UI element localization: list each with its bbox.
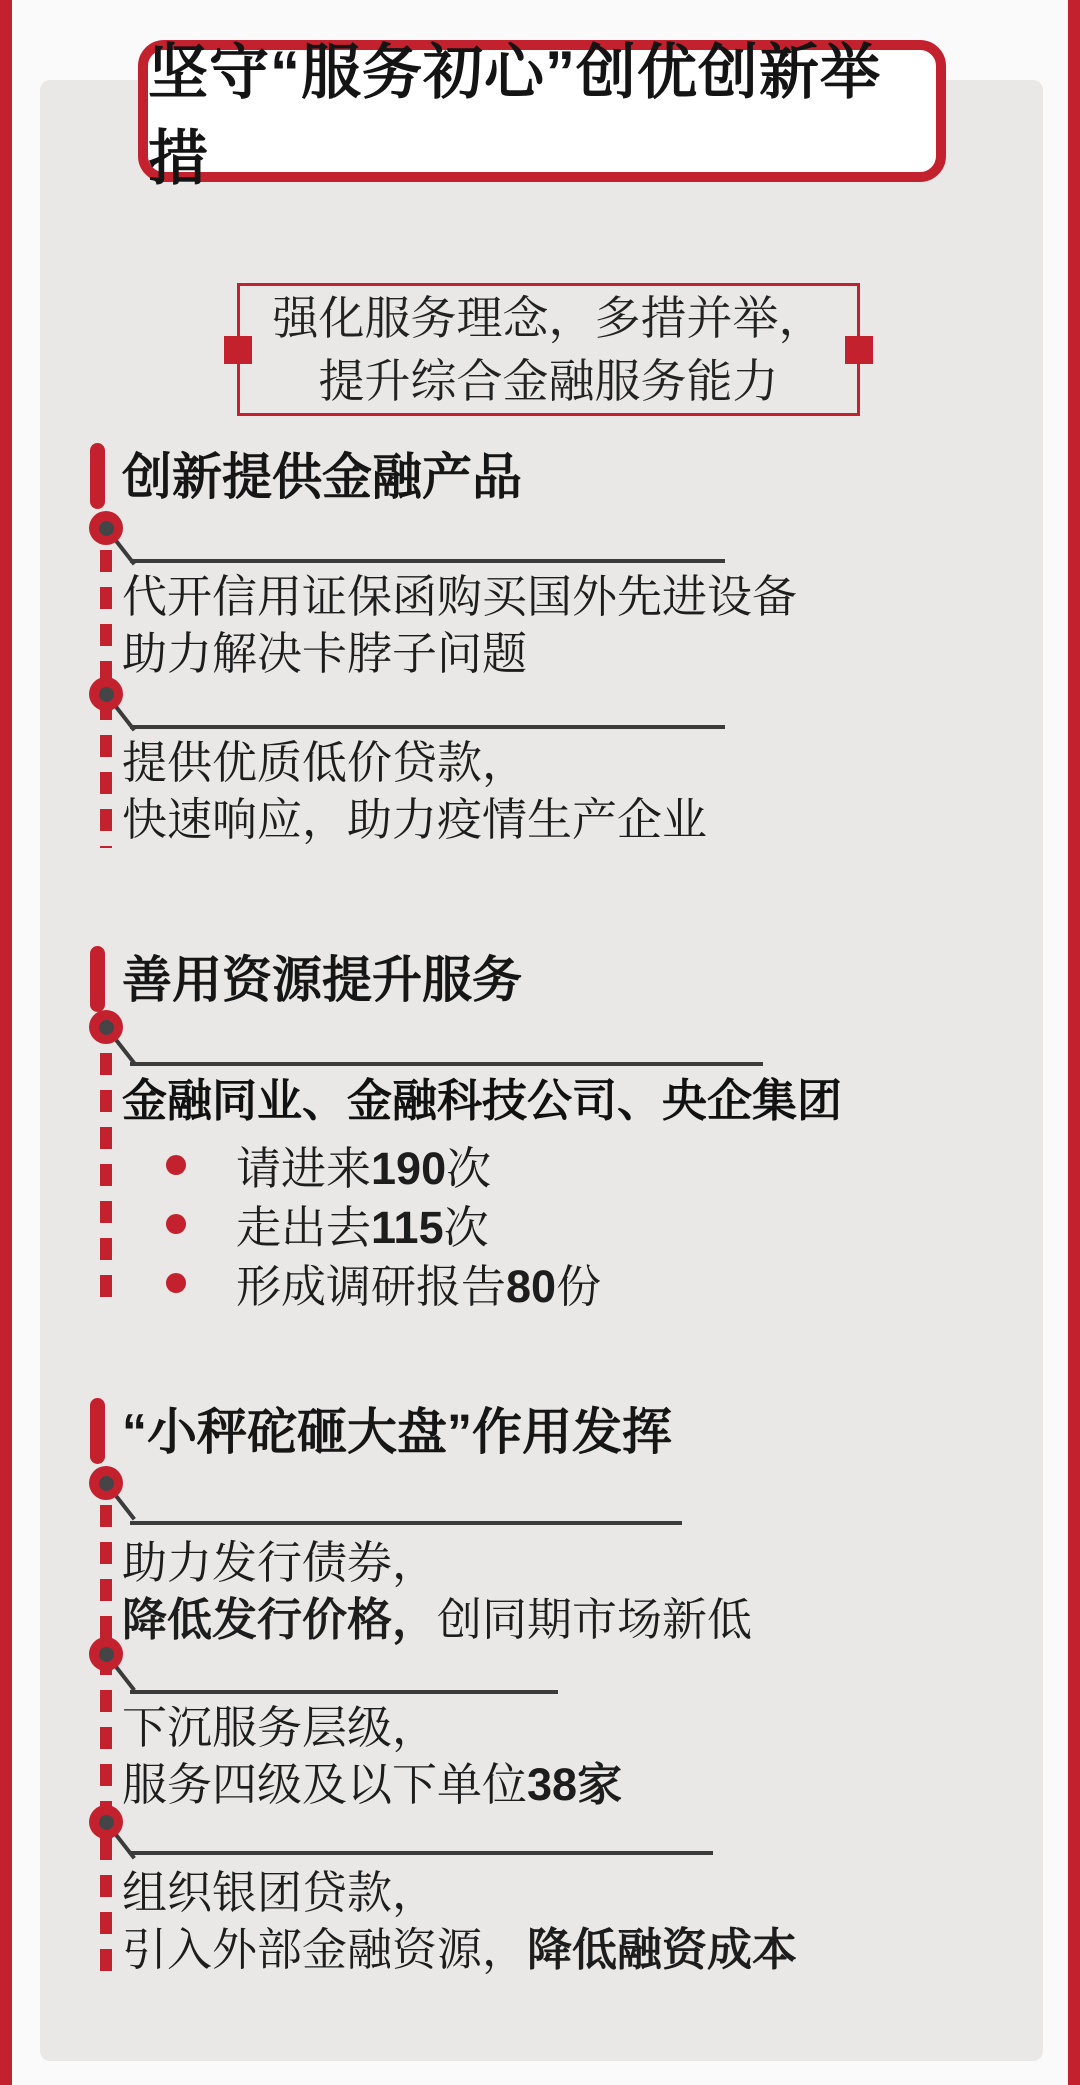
section-marker-bar: [90, 443, 105, 509]
dot-core-icon: [99, 1815, 114, 1830]
text-segment: 服务四级及以下单位: [122, 1759, 528, 1810]
text-line: [122, 1864, 797, 1921]
bullet-text: [236, 1250, 601, 1315]
item-text: [122, 1534, 752, 1648]
text-segment: 走出去: [236, 1202, 372, 1253]
text-segment: 代开信用证保函购买国外先进设备: [122, 571, 798, 622]
section-resources-service: [0, 946, 1080, 1310]
text-line: [122, 568, 797, 625]
timeline-dot-icon: [89, 677, 123, 711]
text-line: [122, 1591, 752, 1648]
text-line: [122, 1699, 622, 1756]
text-segment: 形成调研报告: [236, 1261, 507, 1312]
section-title: “小秤砣砸大盘”作用发挥: [122, 1404, 672, 1460]
bullet-dot-icon: [166, 1273, 186, 1293]
text-line: [122, 1921, 797, 1978]
dot-core-icon: [99, 521, 114, 536]
timeline-dot-icon: [89, 1805, 123, 1839]
timeline-dot-icon: [89, 511, 123, 545]
section-innovative-products: [0, 443, 1080, 855]
dot-core-icon: [99, 1020, 114, 1035]
slogan-line: 强化服务理念，多措并举，: [272, 291, 825, 344]
text-segment: 助力发行债券，: [122, 1537, 438, 1588]
section-marker-bar: [90, 946, 105, 1012]
timeline-dashed-line: [100, 1468, 112, 1975]
text-segment: 38家: [527, 1759, 623, 1810]
text-line: [122, 791, 707, 848]
rule-line: [130, 1521, 682, 1525]
dot-core-icon: [99, 1647, 114, 1662]
item-text: [122, 568, 797, 682]
text-line: [122, 1756, 622, 1813]
text-segment: 请进来: [236, 1143, 372, 1194]
text-segment: 组织银团贷款，: [122, 1867, 438, 1918]
rule-line: [130, 1062, 763, 1066]
item-text: [122, 1699, 622, 1813]
section-title: 善用资源提升服务: [122, 952, 522, 1008]
slogan-handle-left-icon: [224, 336, 252, 364]
slogan-handle-right-icon: [845, 336, 873, 364]
rule-line: [130, 559, 725, 563]
text-line: [122, 625, 797, 682]
item-text: [122, 1864, 797, 1978]
bullet-item: [166, 1194, 601, 1253]
item-text: [122, 734, 707, 848]
section-marker-bar: [90, 1398, 105, 1464]
text-segment: 金融同业、金融科技公司、央企集团: [122, 1075, 843, 1126]
bullet-item: [166, 1253, 601, 1312]
text-segment: 助力解决卡脖子问题: [122, 628, 528, 679]
text-segment: 降低发行价格，: [122, 1594, 438, 1645]
text-segment: 次: [446, 1143, 492, 1194]
slogan-line: 提升综合金融服务能力: [318, 354, 779, 407]
text-segment: 提供优质低价贷款，: [122, 737, 528, 788]
dot-core-icon: [99, 687, 114, 702]
timeline-dot-icon: [89, 1010, 123, 1044]
text-segment: 引入外部金融资源，: [122, 1924, 528, 1975]
slogan-box: [237, 283, 860, 416]
text-segment: 创同期市场新低: [437, 1594, 753, 1645]
text-segment: 次: [443, 1202, 489, 1253]
page-title: 坚守“服务初心”创优创新举措: [148, 39, 881, 192]
bullet-item: [166, 1135, 601, 1194]
rule-line: [130, 1690, 558, 1694]
lead-text: [122, 1072, 842, 1129]
section-title: 创新提供金融产品: [122, 449, 522, 505]
section-small-weight-big-role: [0, 1398, 1080, 2018]
bullet-text: [236, 1191, 489, 1256]
text-segment: 份: [556, 1261, 602, 1312]
timeline-dot-icon: [89, 1637, 123, 1671]
bullet-text: [236, 1132, 491, 1197]
timeline-dot-icon: [89, 1466, 123, 1500]
text-segment: 190: [371, 1143, 447, 1194]
text-line: [122, 734, 707, 791]
text-segment: 降低融资成本: [527, 1924, 798, 1975]
main-title-box: [138, 39, 946, 192]
rule-line: [130, 1851, 713, 1855]
rule-line: [130, 725, 725, 729]
text-segment: 下沉服务层级，: [122, 1702, 438, 1753]
bullet-dot-icon: [166, 1155, 186, 1175]
text-segment: 115: [371, 1202, 444, 1253]
text-line: [122, 1534, 752, 1591]
bullet-list: [166, 1135, 601, 1312]
bullet-dot-icon: [166, 1214, 186, 1234]
dot-core-icon: [99, 1476, 114, 1491]
text-segment: 快速响应，助力疫情生产企业: [122, 794, 708, 845]
timeline-dashed-line: [100, 1016, 112, 1306]
text-segment: 80: [506, 1261, 557, 1312]
